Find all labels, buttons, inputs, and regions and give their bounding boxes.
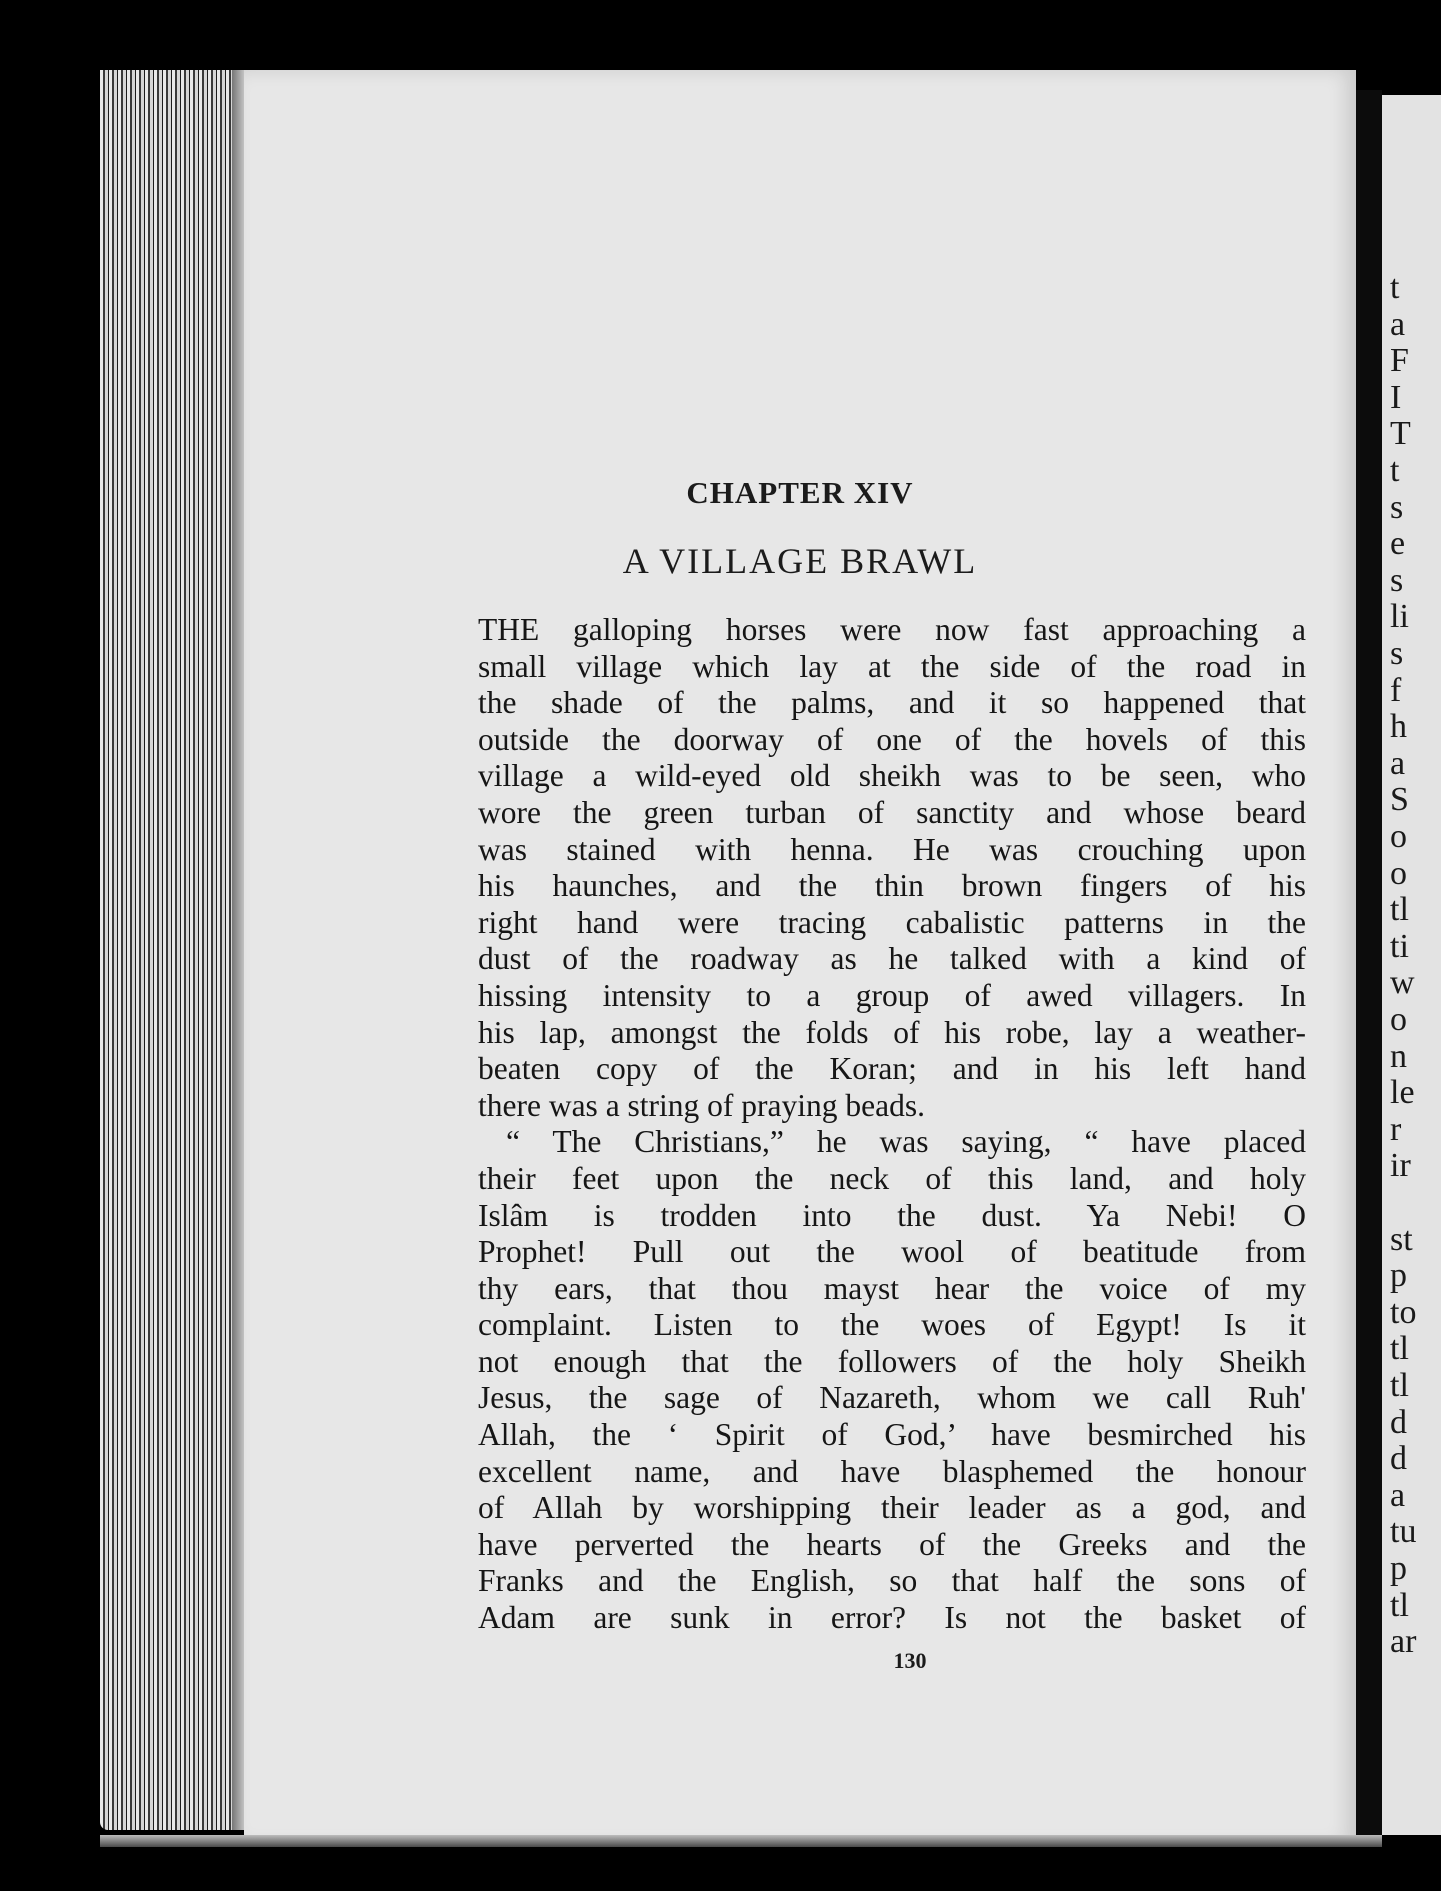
next-page-text-fragment: d: [1390, 1440, 1407, 1478]
next-page-strip: [1382, 95, 1441, 1835]
next-page-text-fragment: ar: [1390, 1623, 1417, 1661]
text-line: village a wild-eyed old sheikh was to be seen, who: [478, 758, 1306, 794]
text-line: his lap, amongst the folds of his robe, lay a weather-: [478, 1014, 1306, 1050]
next-page-text-fragment: t: [1390, 269, 1400, 306]
body-text: [478, 612, 1306, 1637]
next-page-text-fragment: w: [1390, 964, 1415, 1002]
next-page-text-fragment: tl: [1390, 1586, 1409, 1624]
text-line: “ The Christians,” he was saying, “ have placed: [506, 1124, 1306, 1160]
next-page-text-fragment: n: [1390, 1037, 1407, 1075]
next-page-text-fragment: t: [1390, 452, 1400, 489]
text-line: Prophet! Pull out the wool of beatitude from: [478, 1234, 1306, 1270]
next-page-text-fragment: f: [1390, 671, 1402, 709]
next-page-text-fragment: I: [1390, 378, 1402, 416]
text-line: wore the green turban of sanctity and whose beard: [478, 794, 1306, 830]
text-line: Franks and the English, so that half the sons of: [478, 1563, 1306, 1599]
book-page-edges: [100, 70, 245, 1830]
next-page-text-fragment: tl: [1390, 1330, 1409, 1368]
next-page-text-fragment: le: [1390, 1074, 1415, 1112]
next-page-text-fragment: li: [1390, 598, 1409, 636]
chapter-title: A VILLAGE BRAWL: [622, 541, 978, 581]
next-page-text-fragment: ti: [1390, 927, 1409, 965]
text-line: there was a string of praying beads.: [478, 1087, 925, 1123]
text-line: Jesus, the sage of Nazareth, whom we call Ruh': [478, 1380, 1306, 1416]
page-number: 130: [893, 1648, 927, 1673]
next-page-text-fragment: r: [1390, 1110, 1402, 1148]
text-line: hissing intensity to a group of awed villagers. In: [478, 977, 1306, 1013]
text-line: dust of the roadway as he talked with a kind of: [478, 941, 1306, 977]
text-line: Islâm is trodden into the dust. Ya Nebi! O: [478, 1197, 1306, 1233]
next-page-text-fragment: s: [1390, 561, 1404, 599]
text-line: THE galloping horses were now fast approaching a: [478, 612, 1306, 647]
next-page-text-fragment: tl: [1390, 1367, 1409, 1404]
text-line: excellent name, and have blasphemed the honour: [478, 1453, 1306, 1489]
text-line: Adam are sunk in error? Is not the basket of: [478, 1600, 1306, 1636]
next-page-text-fragment: d: [1390, 1403, 1407, 1441]
next-page-text-fragment: T: [1390, 415, 1411, 453]
text-line: outside the doorway of one of the hovels of this: [478, 721, 1306, 757]
next-page-text-fragment: tl: [1390, 891, 1409, 929]
next-page-text-fragment: s: [1390, 635, 1404, 672]
book-bottom-edge: [100, 1835, 1382, 1847]
next-page-text-fragment: a: [1390, 305, 1406, 343]
next-page-text-fragment: ir: [1390, 1147, 1411, 1185]
chapter-heading: CHAPTER XIV: [686, 475, 914, 510]
text-line: not enough that the followers of the holy Sheikh: [478, 1343, 1306, 1379]
next-page-text-fragment: to: [1390, 1293, 1417, 1331]
next-page-text-fragment: o: [1390, 1001, 1407, 1038]
text-line: small village which lay at the side of the road in: [478, 648, 1306, 684]
text-line: Allah, the ‘ Spirit of God,’ have besmirched his: [478, 1417, 1306, 1453]
next-page-text-fragment: e: [1390, 525, 1406, 563]
book-gutter: [1356, 90, 1382, 1835]
text-line: of Allah by worshipping their leader as a god, and: [478, 1490, 1306, 1526]
next-page-text-fragment: S: [1390, 781, 1409, 819]
next-page-text-fragment: p: [1390, 1550, 1407, 1587]
text-line: thy ears, that thou mayst hear the voice of my: [478, 1270, 1306, 1306]
text-line: complaint. Listen to the woes of Egypt! Is it: [478, 1307, 1306, 1343]
text-line: his haunches, and the thin brown fingers of his: [478, 868, 1306, 904]
next-page-text-fragment: s: [1390, 488, 1404, 526]
next-page-text-fragment: a: [1390, 1476, 1406, 1514]
next-page-text-fragment: a: [1390, 744, 1406, 782]
next-page-text-fragment: F: [1390, 342, 1409, 380]
text-line: beaten copy of the Koran; and in his left hand: [478, 1051, 1306, 1087]
next-page-text-fragment: o: [1390, 818, 1407, 855]
next-page-text-fragment: h: [1390, 708, 1407, 746]
text-line: was stained with henna. He was crouching upon: [478, 831, 1306, 867]
next-page-text-fragment: o: [1390, 854, 1407, 892]
text-line: have perverted the hearts of the Greeks and the: [478, 1526, 1306, 1562]
text-line: their feet upon the neck of this land, and holy: [478, 1160, 1306, 1196]
next-page-text-fragment: tu: [1390, 1513, 1417, 1551]
next-page-text-fragment: st: [1390, 1220, 1413, 1258]
text-line: right hand were tracing cabalistic patterns in the: [478, 904, 1306, 940]
text-line: the shade of the palms, and it so happened that: [478, 685, 1306, 721]
next-page-text-fragment: p: [1390, 1257, 1407, 1295]
